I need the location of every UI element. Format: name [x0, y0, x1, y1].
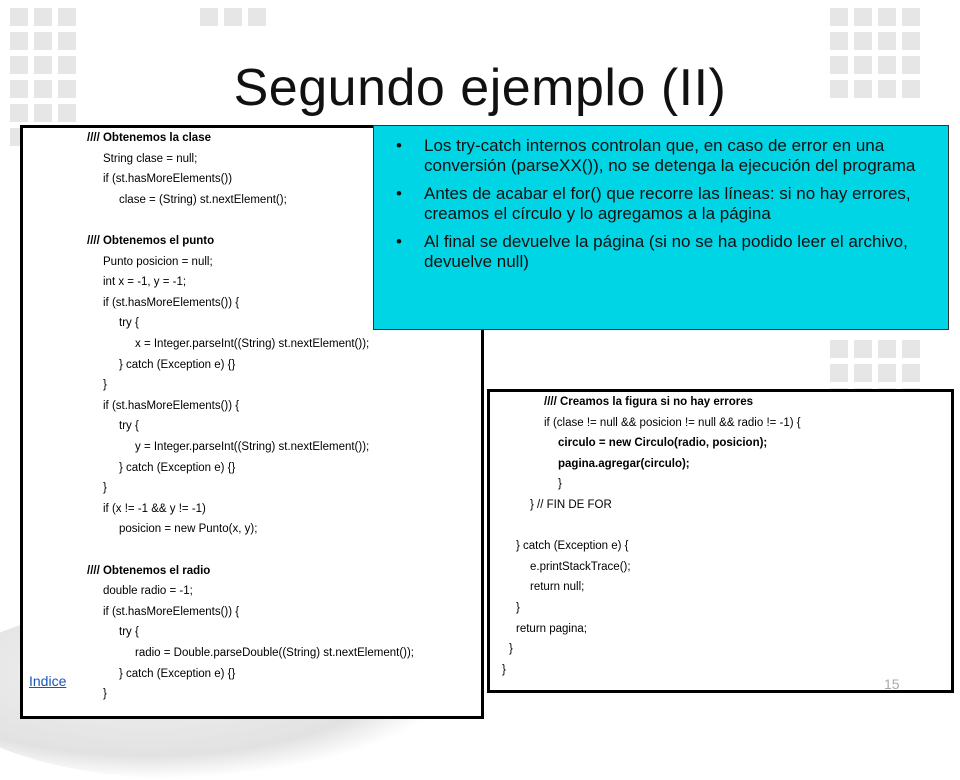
background-square [58, 32, 76, 50]
code-line: //// Creamos la figura si no hay errores [544, 396, 753, 408]
background-square [248, 8, 266, 26]
background-square [854, 364, 872, 382]
background-square [878, 8, 896, 26]
code-line: } catch (Exception e) { [516, 540, 629, 553]
background-square [878, 340, 896, 358]
code-line: if (x != -1 && y != -1) [103, 502, 206, 515]
background-square [902, 8, 920, 26]
code-line: String clase = null; [103, 152, 198, 165]
background-square [34, 32, 52, 50]
code-line: } [103, 482, 107, 495]
code-line: Punto posicion = null; [103, 255, 213, 268]
background-square [878, 364, 896, 382]
background-square [830, 8, 848, 26]
code-line: if (st.hasMoreElements()) { [103, 399, 240, 412]
code-line: if (st.hasMoreElements()) { [103, 296, 240, 309]
code-line: //// Obtenemos la clase [87, 132, 211, 144]
index-link[interactable]: Indice [29, 673, 67, 689]
code-line: return null; [530, 581, 585, 594]
background-square [34, 8, 52, 26]
background-square [902, 364, 920, 382]
background-square [58, 8, 76, 26]
background-square [902, 340, 920, 358]
code-line: } catch (Exception e) {} [119, 358, 236, 371]
bullet-dot-icon: • [396, 232, 402, 251]
background-square [224, 8, 242, 26]
slide-title: Segundo ejemplo (II) [233, 59, 727, 117]
code-line: double radio = -1; [103, 585, 193, 598]
background-square [830, 340, 848, 358]
background-square [10, 32, 28, 50]
code-line: } [516, 602, 520, 614]
code-line: } catch (Exception e) {} [119, 667, 236, 680]
bullet-list [394, 136, 936, 272]
code-line: clase = (String) st.nextElement(); [119, 193, 287, 206]
code-line: if (st.hasMoreElements()) { [103, 605, 240, 618]
code-line: if (clase != null && posicion != null && radio != -1) { [544, 416, 801, 429]
code-line: int x = -1, y = -1; [103, 276, 187, 289]
background-square [200, 8, 218, 26]
code-line: try { [119, 626, 139, 639]
code-line: return pagina; [516, 622, 587, 635]
bullet-text: Los try-catch internos controlan que, en caso de error en una conversión (parseXX()), no se detenga la ejecución del programa [424, 136, 916, 175]
code-line: pagina.agregar(circulo); [558, 457, 690, 470]
code-line: } // FIN DE FOR [530, 499, 612, 511]
bullet-item [394, 136, 936, 176]
bullet-text: Antes de acabar el for() que recorre las líneas: si no hay errores, creamos el círculo y lo agregamos a la página [424, 184, 911, 223]
background-square [902, 32, 920, 50]
code-line: try { [119, 317, 139, 330]
code-line: posicion = new Punto(x, y); [119, 523, 258, 536]
bullet-item [394, 232, 936, 272]
code-line: } [502, 663, 506, 676]
code-line: if (st.hasMoreElements()) [103, 173, 233, 186]
code-block-right [487, 389, 954, 693]
code-line: } catch (Exception e) {} [119, 461, 236, 474]
bullet-item [394, 184, 936, 224]
code-line: } [103, 379, 107, 392]
background-square [854, 340, 872, 358]
background-square [830, 32, 848, 50]
code-line: circulo = new Circulo(radio, posicion); [558, 437, 768, 450]
code-line: x = Integer.parseInt((String) st.nextElement()); [135, 338, 370, 350]
code-line: try { [119, 420, 139, 433]
bullet-dot-icon: • [396, 184, 402, 203]
code-line: y = Integer.parseInt((String) st.nextElement()); [135, 441, 370, 453]
code-line: radio = Double.parseDouble((String) st.nextElement()); [135, 647, 414, 659]
code-line: } [509, 643, 513, 656]
code-line: } [103, 688, 107, 701]
background-square [878, 32, 896, 50]
background-square [854, 32, 872, 50]
bullet-dot-icon: • [396, 136, 402, 155]
page-number: 15 [884, 676, 900, 692]
background-square [10, 8, 28, 26]
code-line: //// Obtenemos el radio [87, 564, 211, 577]
code-line: } [558, 478, 562, 491]
code-line: //// Obtenemos el punto [87, 235, 215, 247]
background-square [854, 8, 872, 26]
code-line: e.printStackTrace(); [530, 560, 631, 573]
background-square [830, 364, 848, 382]
bullet-callout-box [373, 125, 949, 330]
bullet-text: Al final se devuelve la página (si no se ha podido leer el archivo, devuelve null) [424, 232, 908, 271]
